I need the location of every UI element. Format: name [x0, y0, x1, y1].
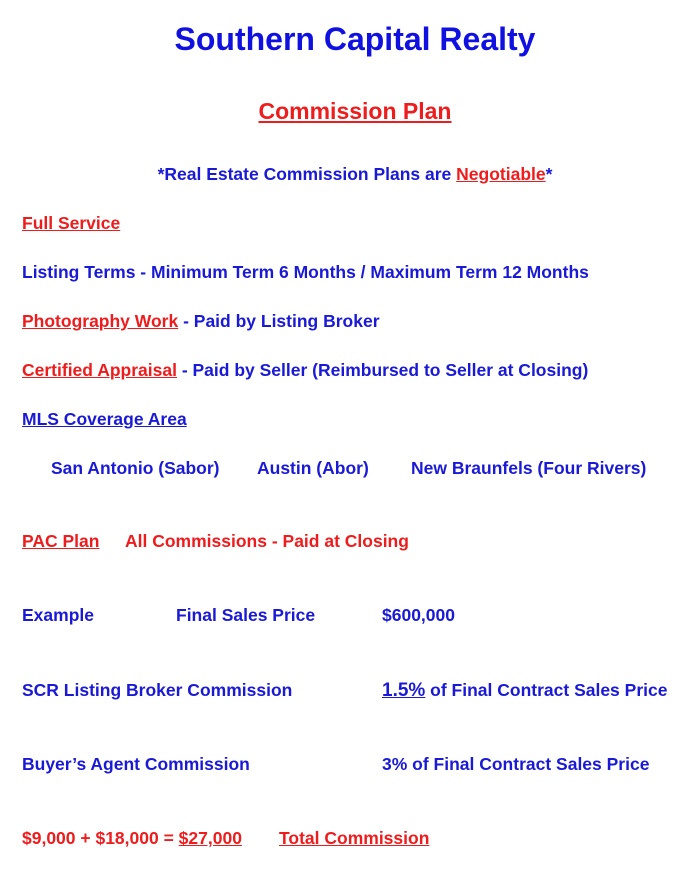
final-sales-price-value: $600,000	[382, 605, 455, 625]
example-label: Example	[22, 605, 94, 625]
final-sales-price-label: Final Sales Price	[176, 605, 316, 625]
appraisal-line	[22, 360, 588, 381]
pac-plan-detail: All Commissions - Paid at Closing	[125, 531, 409, 551]
mls-area-austin: Austin (Abor)	[257, 458, 369, 478]
notice-prefix: *Real Estate Commission Plans are	[157, 164, 457, 184]
appraisal-detail: - Paid by Seller (Reimbursed to Seller at Closing)	[176, 360, 589, 380]
total-commission-label: Total Commission	[279, 828, 430, 848]
negotiable-emphasis: Negotiable	[456, 164, 546, 184]
pac-plan-label: PAC Plan	[22, 531, 100, 551]
appraisal-label: Certified Appraisal	[22, 360, 177, 380]
notice-suffix: *	[545, 164, 553, 184]
buyer-commission-detail: 3% of Final Contract Sales Price	[382, 754, 650, 774]
listing-commission-label: SCR Listing Broker Commission	[22, 680, 293, 700]
mls-heading: MLS Coverage Area	[22, 409, 187, 429]
total-equation: $9,000 + $18,000 =	[22, 828, 179, 848]
total-amount: $27,000	[178, 828, 242, 848]
photography-label: Photography Work	[22, 311, 179, 331]
service-type: Full Service	[22, 213, 121, 233]
mls-area-san-antonio: San Antonio (Sabor)	[51, 458, 220, 478]
plan-title: Commission Plan	[258, 98, 452, 124]
total-equation-line	[22, 828, 242, 849]
negotiable-notice	[0, 164, 700, 185]
listing-commission-detail: of Final Contract Sales Price	[425, 680, 668, 700]
photography-line	[22, 311, 380, 332]
photography-detail: - Paid by Listing Broker	[178, 311, 380, 331]
company-name: Southern Capital Realty	[174, 21, 536, 57]
listing-commission-rate: 1.5%	[382, 680, 426, 701]
listing-commission-value	[382, 680, 667, 702]
buyer-commission-label: Buyer’s Agent Commission	[22, 754, 250, 774]
mls-area-new-braunfels: New Braunfels (Four Rivers)	[411, 458, 647, 478]
listing-terms: Listing Terms - Minimum Term 6 Months / Maximum Term 12 Months	[22, 262, 589, 282]
